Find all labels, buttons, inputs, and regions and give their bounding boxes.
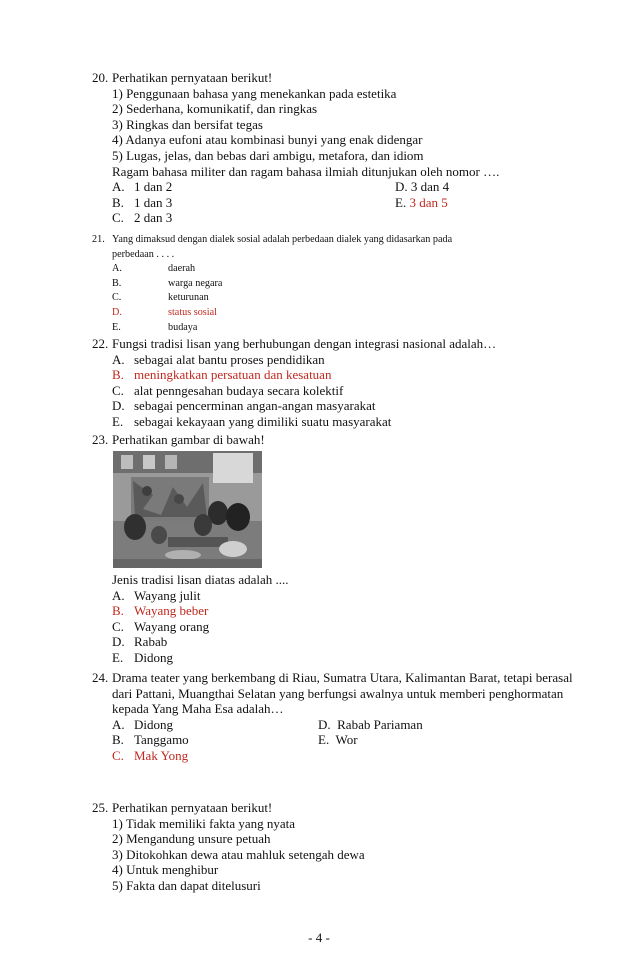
option-row: A. Didong D. Rabab Pariaman	[112, 716, 423, 732]
question-stem: Fungsi tradisi lisan yang berhubungan dengan integrasi nasional adalah…	[112, 336, 497, 351]
option-b-correct: B. Wayang beber	[112, 603, 209, 619]
question-text: Jenis tradisi lisan diatas adalah ....	[112, 572, 289, 587]
question-20	[92, 70, 499, 226]
question-text: Ragam bahasa militer dan ragam bahasa ilmiah ditunjukan oleh nomor ….	[112, 163, 500, 179]
option-e: E. Wor	[318, 732, 358, 748]
option-e: E. Didong	[112, 649, 173, 665]
page-number: - 4 -	[308, 930, 330, 945]
option-d: D. Rabab Pariaman	[318, 716, 423, 732]
question-25	[92, 800, 365, 894]
question-number: 23.	[92, 432, 109, 447]
question-23	[92, 432, 265, 448]
option-row: A. 1 dan 2 D. 3 dan 4	[112, 179, 450, 195]
option-a: Didong	[134, 716, 173, 732]
photo-illustration	[113, 451, 262, 568]
question-number: 25.	[92, 800, 109, 815]
option-c: 2 dan 3	[134, 210, 173, 226]
option-b: Tanggamo	[134, 732, 189, 748]
statement-item: 4) Untuk menghibur	[112, 862, 219, 878]
option-e: E. 3 dan 5	[395, 194, 448, 210]
question-stem: Yang dimaksud dengan dialek sosial adalah perbedaan dialek yang didasarkan pada	[112, 234, 453, 245]
question-23-answers	[92, 572, 289, 666]
statement-item: 2) Sederhana, komunikatif, dan ringkas	[112, 101, 318, 117]
question-number: 22.	[92, 336, 109, 351]
statement-item: 3) Ditokohkan dewa atau mahluk setengah dewa	[112, 846, 365, 862]
option-d: D. Rabab	[112, 634, 168, 650]
statement-item: 3) Ringkas dan bersifat tegas	[112, 116, 263, 132]
question-stem-continued: kepada Yang Maha Esa adalah…	[112, 701, 284, 717]
question-stem: Perhatikan gambar di bawah!	[112, 432, 265, 447]
option-a: A. daerah	[112, 263, 196, 275]
option-row: B. Tanggamo E. Wor	[112, 732, 358, 748]
question-number: 21.	[92, 234, 105, 245]
option-d-correct: D. status sosial	[112, 306, 217, 318]
option-e: E. sebagai kekayaan yang dimiliki suatu masyarakat	[112, 413, 392, 429]
option-b: B. warga negara	[112, 277, 223, 289]
question-21	[92, 233, 452, 335]
statement-item: 1) Penggunaan bahasa yang menekankan pada estetika	[112, 85, 397, 101]
correct-answer: 3 dan 5	[409, 194, 448, 210]
question-stem-continued: dari Pattani, Muangthai Selatan yang berfungsi awalnya untuk memberi penghormatan	[112, 685, 564, 701]
option-a: A. sebagai alat bantu proses pendidikan	[112, 351, 325, 367]
option-b: 1 dan 3	[134, 194, 173, 210]
option-a: 1 dan 2	[134, 179, 173, 195]
question-22	[92, 336, 496, 430]
question-stem: Perhatikan pernyataan berikut!	[112, 70, 273, 85]
question-number: 20.	[92, 70, 109, 85]
wayang-photo	[113, 451, 262, 568]
question-stem: Drama teater yang berkembang di Riau, Sumatra Utara, Kalimantan Barat, tetapi berasal	[112, 670, 573, 685]
question-stem: Perhatikan pernyataan berikut!	[112, 800, 273, 815]
option-d: D. 3 dan 4	[395, 179, 450, 195]
statement-item: 4) Adanya eufoni atau kombinasi bunyi yang enak didengar	[112, 132, 423, 148]
question-24	[92, 670, 573, 764]
statement-item: 1) Tidak memiliki fakta yang nyata	[112, 815, 296, 831]
option-c-correct: C. Mak Yong	[112, 747, 189, 763]
option-e: E. budaya	[112, 321, 198, 333]
option-row: B. 1 dan 3 E. 3 dan 5	[112, 194, 448, 210]
option-row: C. 2 dan 3	[112, 210, 173, 226]
question-stem-continued: perbedaan . . . .	[112, 248, 175, 260]
option-c: C. keturunan	[112, 292, 209, 304]
statement-item: 5) Lugas, jelas, dan bebas dari ambigu, metafora, dan idiom	[112, 147, 424, 163]
statement-item: 5) Fakta dan dapat ditelusuri	[112, 877, 261, 893]
option-b-correct: B. meningkatkan persatuan dan kesatuan	[112, 367, 332, 383]
question-number: 24.	[92, 670, 109, 685]
option-d: D. sebagai pencerminan angan-angan masyarakat	[112, 398, 376, 414]
option-c: C. alat penngesahan budaya secara kolektif	[112, 382, 344, 398]
option-a: A. Wayang julit	[112, 587, 201, 603]
option-c: C. Wayang orang	[112, 618, 210, 634]
statement-item: 2) Mengandung unsure petuah	[112, 831, 271, 847]
